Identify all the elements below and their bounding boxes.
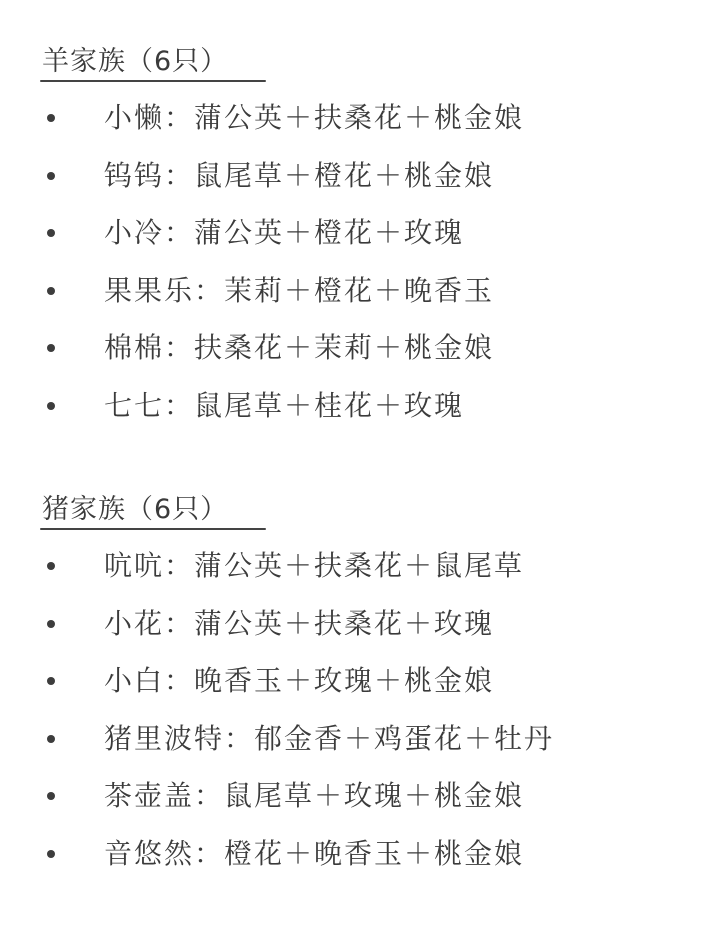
list-item	[0, 380, 720, 438]
bullet-icon	[47, 172, 55, 180]
list-item	[0, 207, 720, 265]
heading-underline	[40, 528, 266, 530]
bullet-icon	[47, 677, 55, 685]
list-item-text: 吭吭：蒲公英＋扶桑花＋鼠尾草	[104, 549, 525, 582]
list-item-text: 棉棉：扶桑花＋茉莉＋桃金娘	[104, 331, 495, 365]
list-item-text: 七七：鼠尾草＋桂花＋玫瑰	[104, 388, 465, 422]
list-item-text: 小懒：蒲公英＋扶桑花＋桃金娘	[104, 101, 525, 134]
list-item	[0, 150, 720, 208]
list-item-text: 音悠然：橙花＋晚香玉＋桃金娘	[104, 836, 525, 870]
section-heading: 猪家族（6只）	[42, 494, 229, 525]
list-item	[0, 713, 720, 771]
heading-underline	[40, 80, 266, 82]
pig-family-list	[0, 540, 720, 886]
bullet-icon	[47, 620, 55, 628]
bullet-icon	[47, 287, 55, 295]
list-item-text: 小花：蒲公英＋扶桑花＋玫瑰	[104, 606, 495, 640]
list-item-text: 茶壶盖：鼠尾草＋玫瑰＋桃金娘	[104, 779, 525, 813]
bullet-icon	[47, 850, 55, 858]
bullet-icon	[47, 229, 55, 237]
list-item	[0, 92, 720, 150]
bullet-icon	[47, 735, 55, 743]
list-item-text: 钨钨：鼠尾草＋橙花＋桃金娘	[104, 158, 495, 192]
section-heading: 羊家族（6只）	[42, 46, 229, 77]
bullet-icon	[47, 114, 55, 122]
list-item	[0, 540, 720, 598]
list-item	[0, 322, 720, 380]
bullet-icon	[47, 792, 55, 800]
bullet-icon	[47, 562, 55, 570]
list-item	[0, 770, 720, 828]
list-item-text: 小冷：蒲公英＋橙花＋玫瑰	[104, 216, 465, 250]
bullet-icon	[47, 402, 55, 410]
list-item-text: 猪里波特：郁金香＋鸡蛋花＋牡丹	[104, 721, 555, 755]
list-item	[0, 655, 720, 713]
list-item	[0, 828, 720, 886]
bullet-icon	[47, 344, 55, 352]
sheep-family-list	[0, 92, 720, 438]
list-item	[0, 598, 720, 656]
list-item-text: 果果乐：茉莉＋橙花＋晚香玉	[104, 273, 495, 307]
list-item-text: 小白：晚香玉＋玫瑰＋桃金娘	[104, 664, 495, 698]
list-item	[0, 265, 720, 323]
